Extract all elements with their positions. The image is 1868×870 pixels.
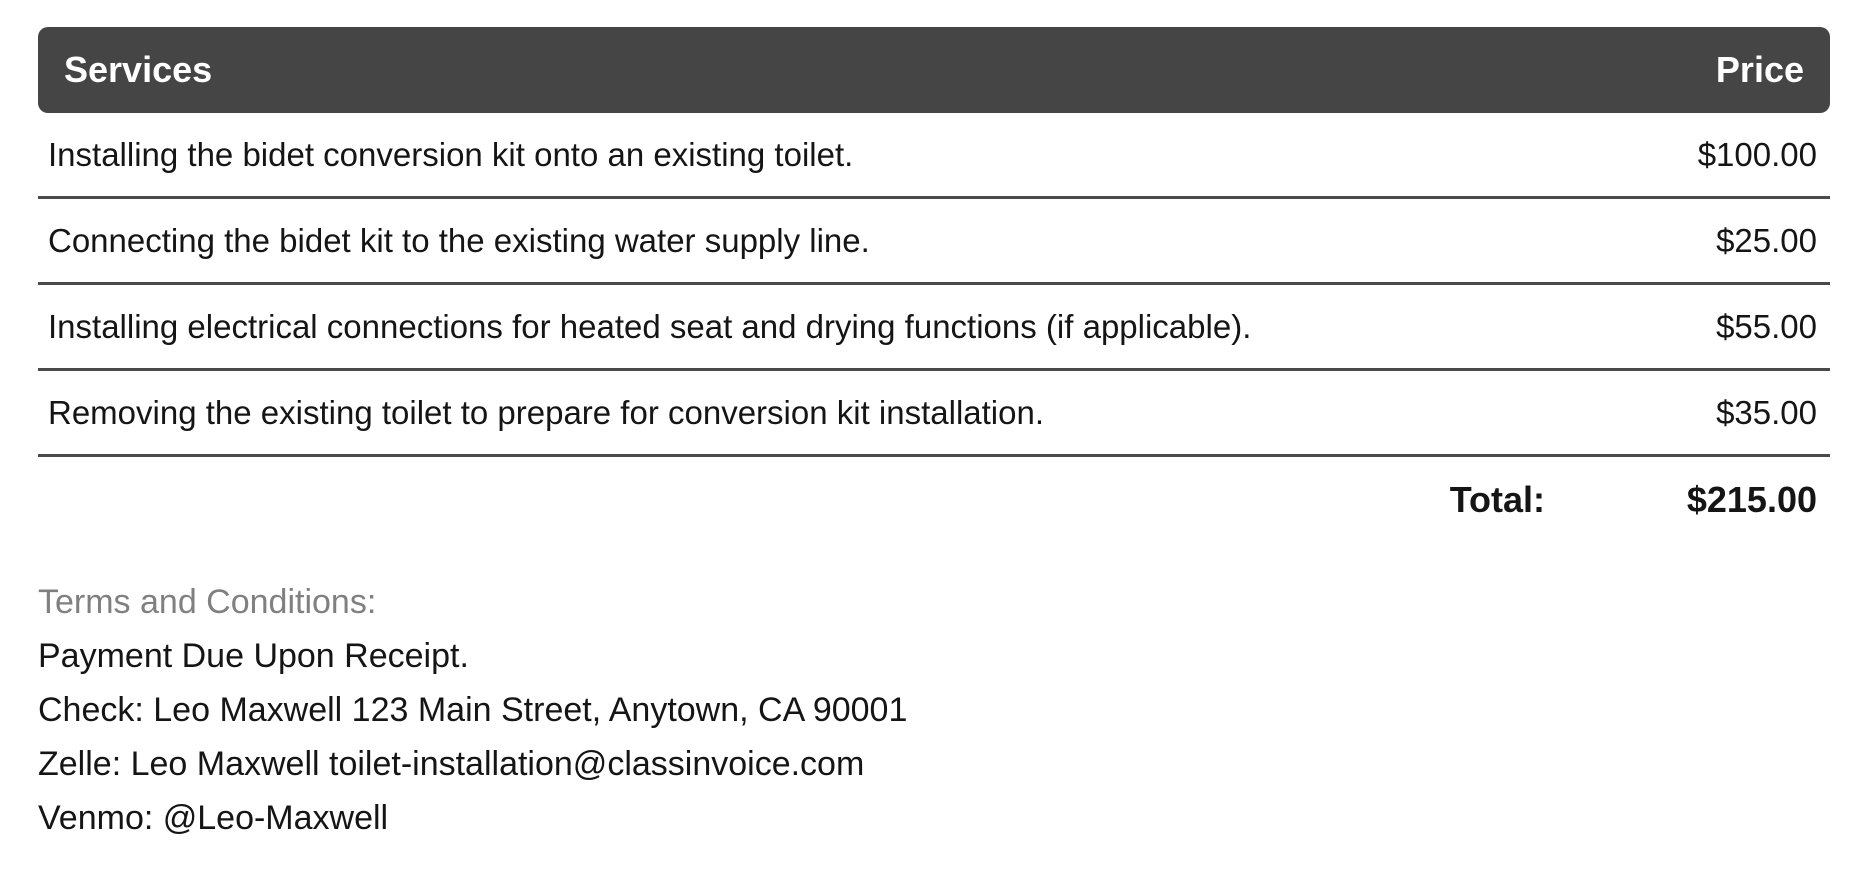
price-cell: $55.00 [1716,307,1817,345]
terms-line: Payment Due Upon Receipt. [38,637,469,675]
price-cell: $100.00 [1697,135,1817,173]
table-row [38,285,1830,371]
terms-line: Zelle: Leo Maxwell toilet-installation@classinvoice.com [38,745,865,783]
service-cell: Installing electrical connections for heated seat and drying functions (if applicable). [48,307,1252,345]
table-row [38,199,1830,285]
terms-line: Venmo: @Leo-Maxwell [38,799,389,837]
service-cell: Installing the bidet conversion kit onto an existing toilet. [48,135,854,173]
total-label: Total: [1449,479,1545,520]
total-value: $215.00 [1686,479,1817,520]
service-cell: Connecting the bidet kit to the existing water supply line. [48,221,870,259]
table-body [38,113,1830,457]
terms-line: Check: Leo Maxwell 123 Main Street, Anytown, CA 90001 [38,691,908,729]
total-row [38,457,1830,543]
table-row [38,113,1830,199]
table-header-row [38,27,1830,113]
terms-section [38,575,1830,845]
price-column-header: Price [1715,49,1804,90]
terms-heading: Terms and Conditions: [38,583,377,621]
table-row [38,371,1830,457]
price-cell: $35.00 [1716,393,1817,431]
invoice [38,27,1830,845]
service-cell: Removing the existing toilet to prepare for conversion kit installation. [48,393,1045,431]
price-cell: $25.00 [1716,221,1817,259]
services-column-header: Services [64,49,213,90]
